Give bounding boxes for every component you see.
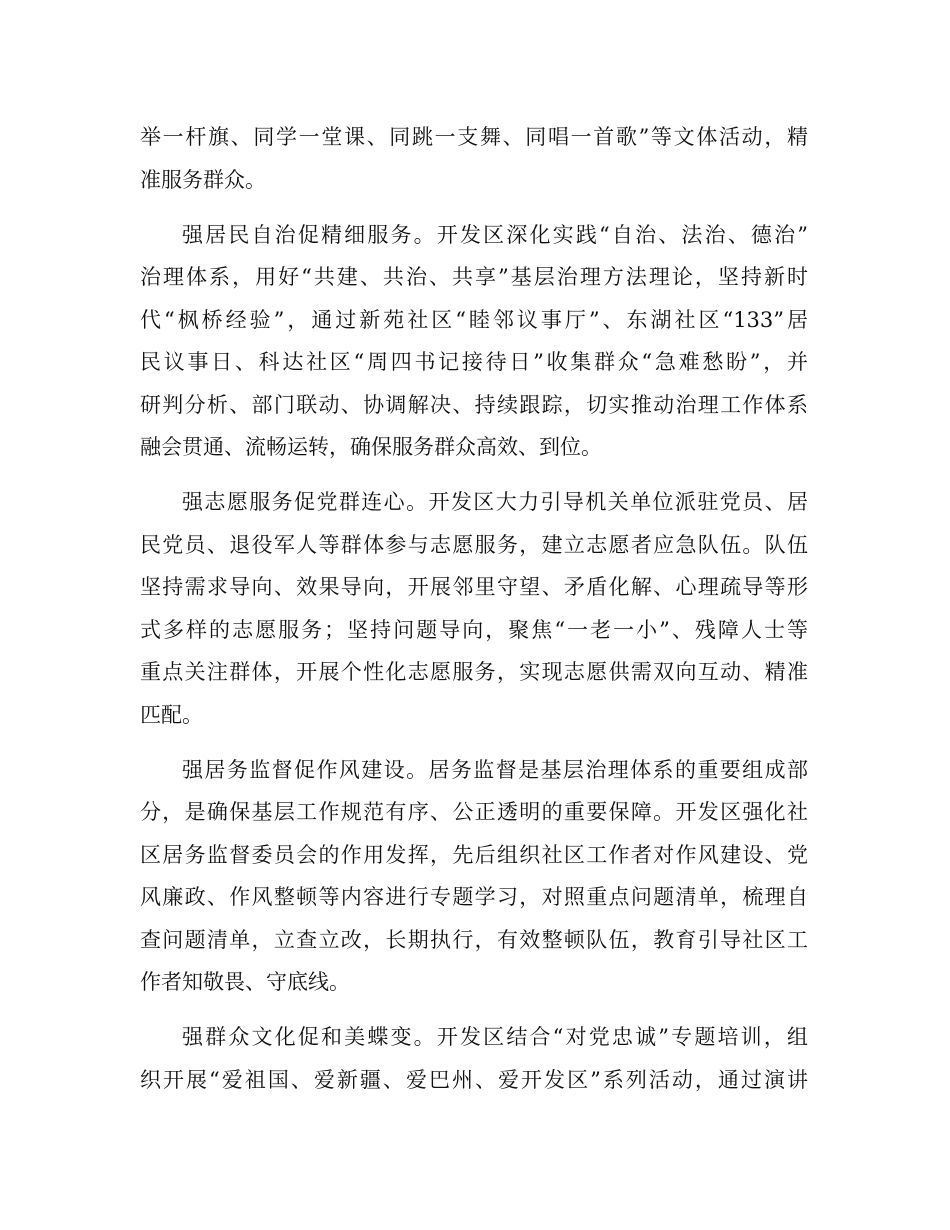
paragraph-residents-autonomy	[140, 214, 808, 469]
text-line: 坚持需求导向、效果导向，开展邻里守望、矛盾化解、心理疏导等形	[140, 575, 808, 599]
text-line: 式多样的志愿服务；坚持问题导向，聚焦“一老一小”、残障人士等	[140, 617, 808, 642]
text-line: 查问题清单，立查立改，长期执行，有效整顿队伍，教育引导社区工	[140, 927, 808, 952]
text-line: 民党员、退役军人等群体参与志愿服务，建立志愿者应急队伍。队伍	[140, 532, 808, 557]
document-page	[140, 116, 808, 1114]
text-line: 代“枫桥经验”，通过新苑社区“睦邻议事厅”、东湖社区“133”居	[140, 307, 808, 332]
text-line: 强志愿服务促党群连心。开发区大力引导机关单位派驻党员、居	[182, 490, 808, 514]
text-line: 民议事日、科达社区“周四书记接待日”收集群众“急难愁盼”，并	[140, 350, 808, 374]
paragraph-mass-culture	[140, 1016, 808, 1101]
text-line: 区居务监督委员会的作用发挥，先后组织社区工作者对作风建设、党	[140, 842, 808, 867]
text-line: 准服务群众。	[140, 167, 266, 192]
text-line: 治理体系，用好“共建、共治、共享”基层治理方法理论，坚持新时	[140, 265, 808, 289]
text-line: 融会贯通、流畅运转，确保服务群众高效、到位。	[140, 435, 602, 459]
text-line: 匹配。	[140, 702, 203, 727]
paragraph-volunteer-service	[140, 481, 808, 736]
text-line: 研判分析、部门联动、协调解决、持续跟踪，切实推动治理工作体系	[140, 392, 808, 417]
text-line: 重点关注群体，开展个性化志愿服务，实现志愿供需双向互动、精准	[140, 660, 808, 684]
paragraph-continuation	[140, 116, 808, 201]
text-line: 举一杆旗、同学一堂课、同跳一支舞、同唱一首歌”等文体活动，精	[140, 125, 808, 149]
text-line: 强群众文化促和美蝶变。开发区结合“对党忠诚”专题培训，组	[182, 1025, 808, 1049]
text-line: 分，是确保基层工作规范有序、公正透明的重要保障。开发区强化社	[140, 800, 808, 824]
paragraph-affairs-supervision	[140, 749, 808, 1004]
text-line: 强居民自治促精细服务。开发区深化实践“自治、法治、德治”	[182, 222, 808, 247]
text-line: 作者知敬畏、守底线。	[140, 970, 350, 994]
text-line: 风廉政、作风整顿等内容进行专题学习，对照重点问题清单，梳理自	[140, 885, 808, 909]
text-line: 织开展“爱祖国、爱新疆、爱巴州、爱开发区”系列活动，通过演讲	[140, 1067, 808, 1092]
text-line: 强居务监督促作风建设。居务监督是基层治理体系的重要组成部	[182, 757, 808, 782]
